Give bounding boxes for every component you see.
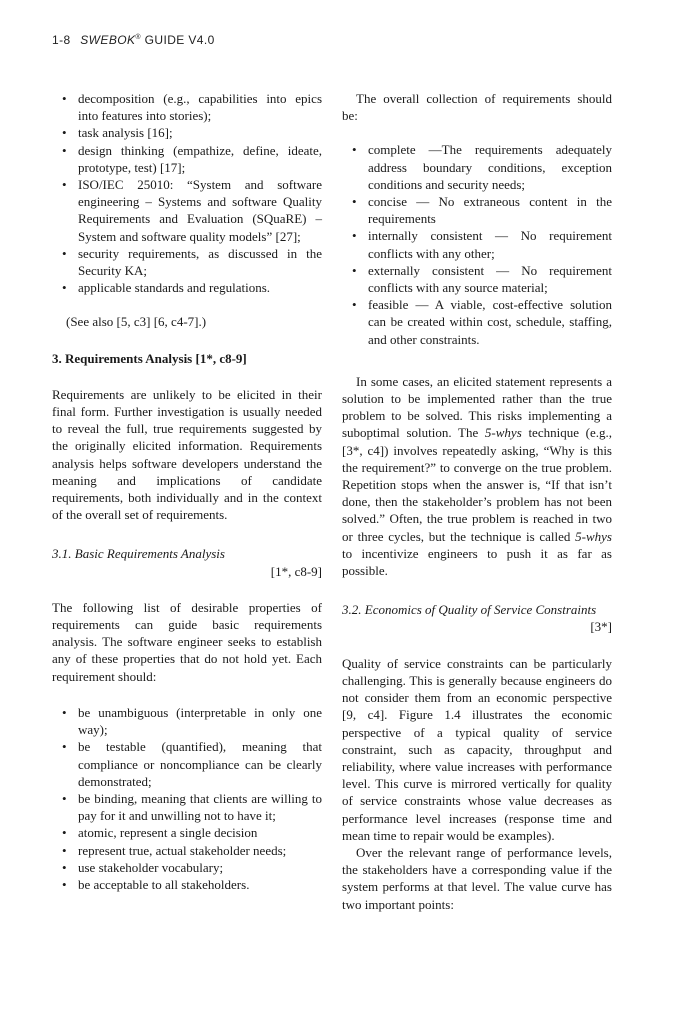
paragraph: The overall collection of requirements should be:: [342, 91, 612, 124]
subsection-title: 3.2. Economics of Quality of Service Constraints: [342, 602, 597, 618]
paragraph: Requirements are unlikely to be elicited in their final form. Further investigation is usually needed to reveal the full, true requirements suggested by the originally elicited information. Requirements analysis helps software developers understand the meaning and implications of candidate requirements, both individually and in the context of the overall set of requirements.: [52, 386, 322, 523]
see-also-note: (See also [5, c3] [6, c4-7].): [66, 314, 207, 330]
term-5-whys: 5-whys: [575, 528, 612, 544]
list-item: • be acceptable to all stakeholders.: [52, 876, 322, 893]
subsection-heading: [342, 601, 612, 635]
page-number: 1-8: [52, 33, 71, 47]
list-item: • atomic, represent a single decision: [52, 824, 322, 841]
elicitation-sources-list: [52, 90, 322, 296]
list-item: • externally consistent — No requirement conflicts with any source material;: [342, 262, 612, 296]
list-item: • ISO/IEC 25010: “System and software engineering – Systems and software Quality Requirements and Evaluation (SQuaRE) – System and software quality models” [27];: [52, 176, 322, 245]
paragraph: Over the relevant range of performance levels, the stakeholders have a corresponding value if the system performs at that level. The value curve has two important points:: [342, 844, 612, 912]
left-column: [52, 90, 322, 893]
text-run: In some cases, an elicited statement represents a solution to be implemented rather than the true problem to be solved. This risks implementing a suboptimal solution. The: [342, 373, 612, 441]
list-item: • use stakeholder vocabulary;: [52, 859, 322, 876]
section-heading: 3. Requirements Analysis [1*, c8-9]: [52, 350, 247, 366]
paragraph: [342, 373, 612, 579]
registered-mark: ®: [135, 34, 141, 41]
list-item: • design thinking (empathize, define, ideate, prototype, test) [17];: [52, 142, 322, 176]
subsection-reference: [3*]: [590, 619, 612, 635]
text-run: technique (e.g., [3*, c4]) involves repeatedly asking, “Why is this the requirement?” to converge on the true problem. Repetition stops when the answer is, “If that isn’t done, then the stakeholder’s problem has not been solved.” Often, the true problem is reached in two or three cycles, but the technique is called: [342, 425, 612, 544]
subsection-reference: [1*, c8-9]: [270, 563, 322, 579]
list-item: • task analysis [16];: [52, 124, 322, 141]
paragraph: The following list of desirable properties of requirements can guide basic requirements analysis. The software engineer seeks to establish any of these properties that do not hold yet. Each requirement should:: [52, 599, 322, 684]
list-item: • be testable (quantified), meaning that compliance or noncompliance can be clearly demonstrated;: [52, 738, 322, 790]
list-item: • applicable standards and regulations.: [52, 279, 322, 296]
list-item: • be binding, meaning that clients are willing to pay for it and unwilling not to have it;: [52, 790, 322, 824]
list-item: • concise — No extraneous content in the requirements: [342, 193, 612, 227]
requirement-properties-list: [52, 704, 322, 893]
subsection-title: 3.1. Basic Requirements Analysis: [52, 546, 225, 562]
collection-properties-list: [342, 141, 612, 347]
text-run: to incentivize engineers to push it as far as possible.: [342, 545, 612, 579]
list-item: • security requirements, as discussed in the Security KA;: [52, 245, 322, 279]
list-item: • complete —The requirements adequately address boundary conditions, exception conditions and security needs;: [342, 141, 612, 193]
guide-title-brand: SWEBOK: [80, 33, 136, 47]
term-5-whys: 5-whys: [484, 425, 522, 441]
list-item: • decomposition (e.g., capabilities into epics into features into stories);: [52, 90, 322, 124]
subsection-heading: [52, 545, 322, 579]
paragraph: Quality of service constraints can be particularly challenging. This is generally because engineers do not consider them from an economic perspective [9, c4]. Figure 1.4 illustrates the economic perspective of a typical quality of service constraint, such as capacity, throughput and reliability, where value increases with performance level. This curve is mirrored vertically for quality of service constraints whose value decreases as performance level increases (response time and mean time to repair would be examples).: [342, 655, 612, 843]
right-column: [342, 90, 612, 913]
guide-title-rest: GUIDE V4.0: [140, 33, 215, 47]
list-item: • represent true, actual stakeholder needs;: [52, 842, 322, 859]
list-item: • be unambiguous (interpretable in only one way);: [52, 704, 322, 738]
running-header: [52, 33, 215, 47]
list-item: • internally consistent — No requirement conflicts with any other;: [342, 227, 612, 261]
list-item: • feasible — A viable, cost-effective solution can be created within cost, schedule, staffing, and other constraints.: [342, 296, 612, 348]
